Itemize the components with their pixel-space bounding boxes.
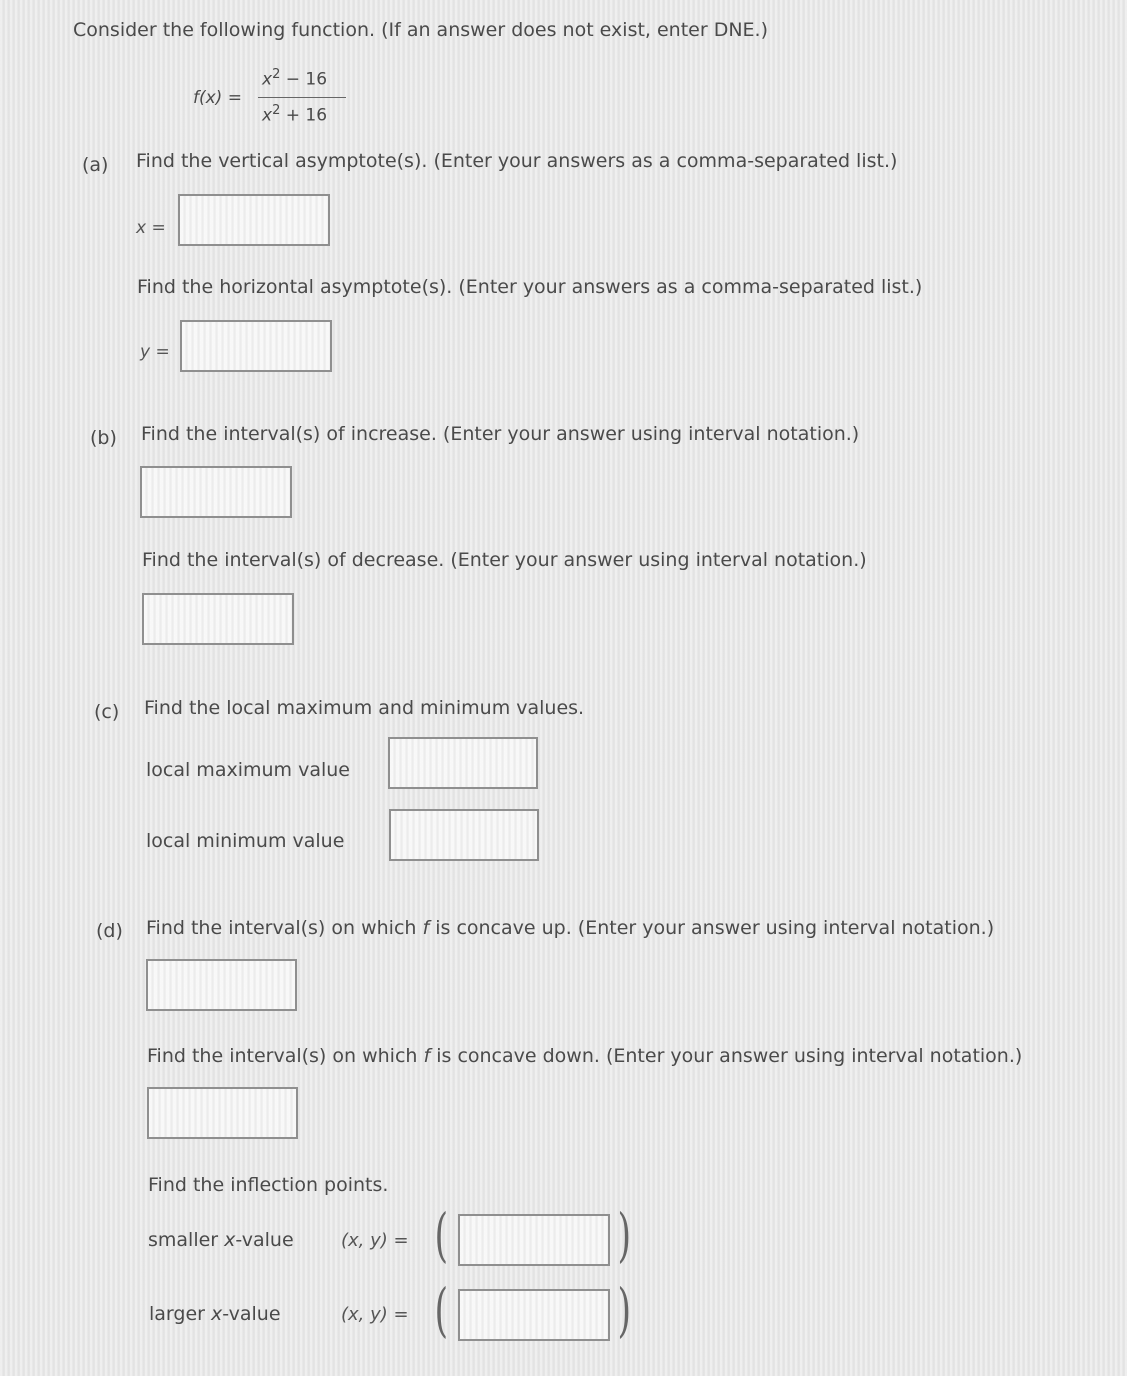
- larger-x-label-var: x: [211, 1303, 223, 1325]
- denominator-constant: + 16: [285, 105, 328, 126]
- larger-inflection-box: [458, 1289, 610, 1341]
- part-c-letter: (c): [94, 701, 120, 723]
- vertical-asymptote-box: [178, 194, 330, 246]
- smaller-inflection-box: [458, 1214, 610, 1266]
- concave-up-prompt-f: f: [422, 917, 430, 939]
- larger-inflection-input[interactable]: [460, 1291, 608, 1339]
- increase-input[interactable]: [142, 468, 290, 516]
- concave-down-prompt-end: is concave down. (Enter your answer using interval notation.): [430, 1045, 1023, 1067]
- larger-close-paren: ): [617, 1276, 632, 1344]
- vertical-asymptote-label: x =: [136, 218, 166, 238]
- function-denominator: [262, 103, 327, 126]
- larger-open-paren: (: [434, 1276, 449, 1344]
- concave-up-prompt-start: Find the interval(s) on which: [146, 917, 423, 939]
- local-max-box: [388, 737, 538, 789]
- concave-down-box: [147, 1087, 298, 1139]
- horizontal-asymptote-label: y =: [140, 342, 170, 362]
- vertical-asymptote-prompt: Find the vertical asymptote(s). (Enter your answers as a comma-separated list.): [136, 150, 898, 172]
- horizontal-asymptote-prompt: Find the horizontal asymptote(s). (Enter your answers as a comma-separated list.): [137, 276, 923, 298]
- larger-x-label-start: larger: [149, 1303, 212, 1325]
- denominator-variable: x: [262, 105, 273, 126]
- concave-down-input[interactable]: [149, 1089, 296, 1137]
- function-numerator: [262, 67, 327, 90]
- fraction-bar: [258, 97, 346, 98]
- decrease-prompt: Find the interval(s) of decrease. (Enter your answer using interval notation.): [142, 549, 867, 571]
- inflection-prompt: Find the inflection points.: [148, 1174, 389, 1196]
- smaller-x-label-start: smaller: [148, 1229, 225, 1251]
- smaller-inflection-input[interactable]: [460, 1216, 608, 1264]
- concave-up-prompt-end: is concave up. (Enter your answer using interval notation.): [429, 917, 995, 939]
- smaller-close-paren: ): [617, 1201, 632, 1269]
- part-b-letter: (b): [90, 427, 117, 449]
- concave-up-box: [146, 959, 297, 1011]
- part-a-letter: (a): [82, 154, 109, 176]
- smaller-x-label-var: x: [224, 1229, 236, 1251]
- horizontal-asymptote-input[interactable]: [182, 322, 330, 370]
- function-lhs: f(x) =: [193, 88, 242, 108]
- concave-down-prompt-f: f: [423, 1045, 431, 1067]
- horizontal-asymptote-box: [180, 320, 332, 372]
- local-min-box: [389, 809, 539, 861]
- denominator-exponent: 2: [272, 103, 281, 118]
- numerator-constant: − 16: [285, 69, 328, 90]
- smaller-xy-label: (x, y) =: [341, 1230, 409, 1251]
- larger-x-label-end: -value: [222, 1303, 281, 1325]
- vertical-asymptote-input[interactable]: [180, 196, 328, 244]
- concave-up-prompt: [146, 917, 994, 939]
- smaller-open-paren: (: [434, 1201, 449, 1269]
- increase-prompt: Find the interval(s) of increase. (Enter your answer using interval notation.): [141, 423, 860, 445]
- numerator-exponent: 2: [272, 67, 281, 82]
- numerator-variable: x: [262, 69, 273, 90]
- intro-text: Consider the following function. (If an answer does not exist, enter DNE.): [73, 19, 769, 41]
- larger-xy-label: (x, y) =: [341, 1304, 409, 1325]
- smaller-x-label-end: -value: [235, 1229, 294, 1251]
- local-min-label: local minimum value: [146, 830, 345, 852]
- local-extrema-prompt: Find the local maximum and minimum values.: [144, 697, 585, 719]
- local-min-input[interactable]: [391, 811, 537, 859]
- decrease-input[interactable]: [144, 595, 292, 643]
- concave-down-prompt: [147, 1045, 1022, 1067]
- increase-box: [140, 466, 292, 518]
- concave-up-input[interactable]: [148, 961, 295, 1009]
- larger-x-label: [149, 1303, 281, 1325]
- concave-down-prompt-start: Find the interval(s) on which: [147, 1045, 424, 1067]
- local-max-input[interactable]: [390, 739, 536, 787]
- part-d-letter: (d): [96, 920, 123, 942]
- smaller-x-label: [148, 1229, 294, 1251]
- local-max-label: local maximum value: [146, 759, 350, 781]
- decrease-box: [142, 593, 294, 645]
